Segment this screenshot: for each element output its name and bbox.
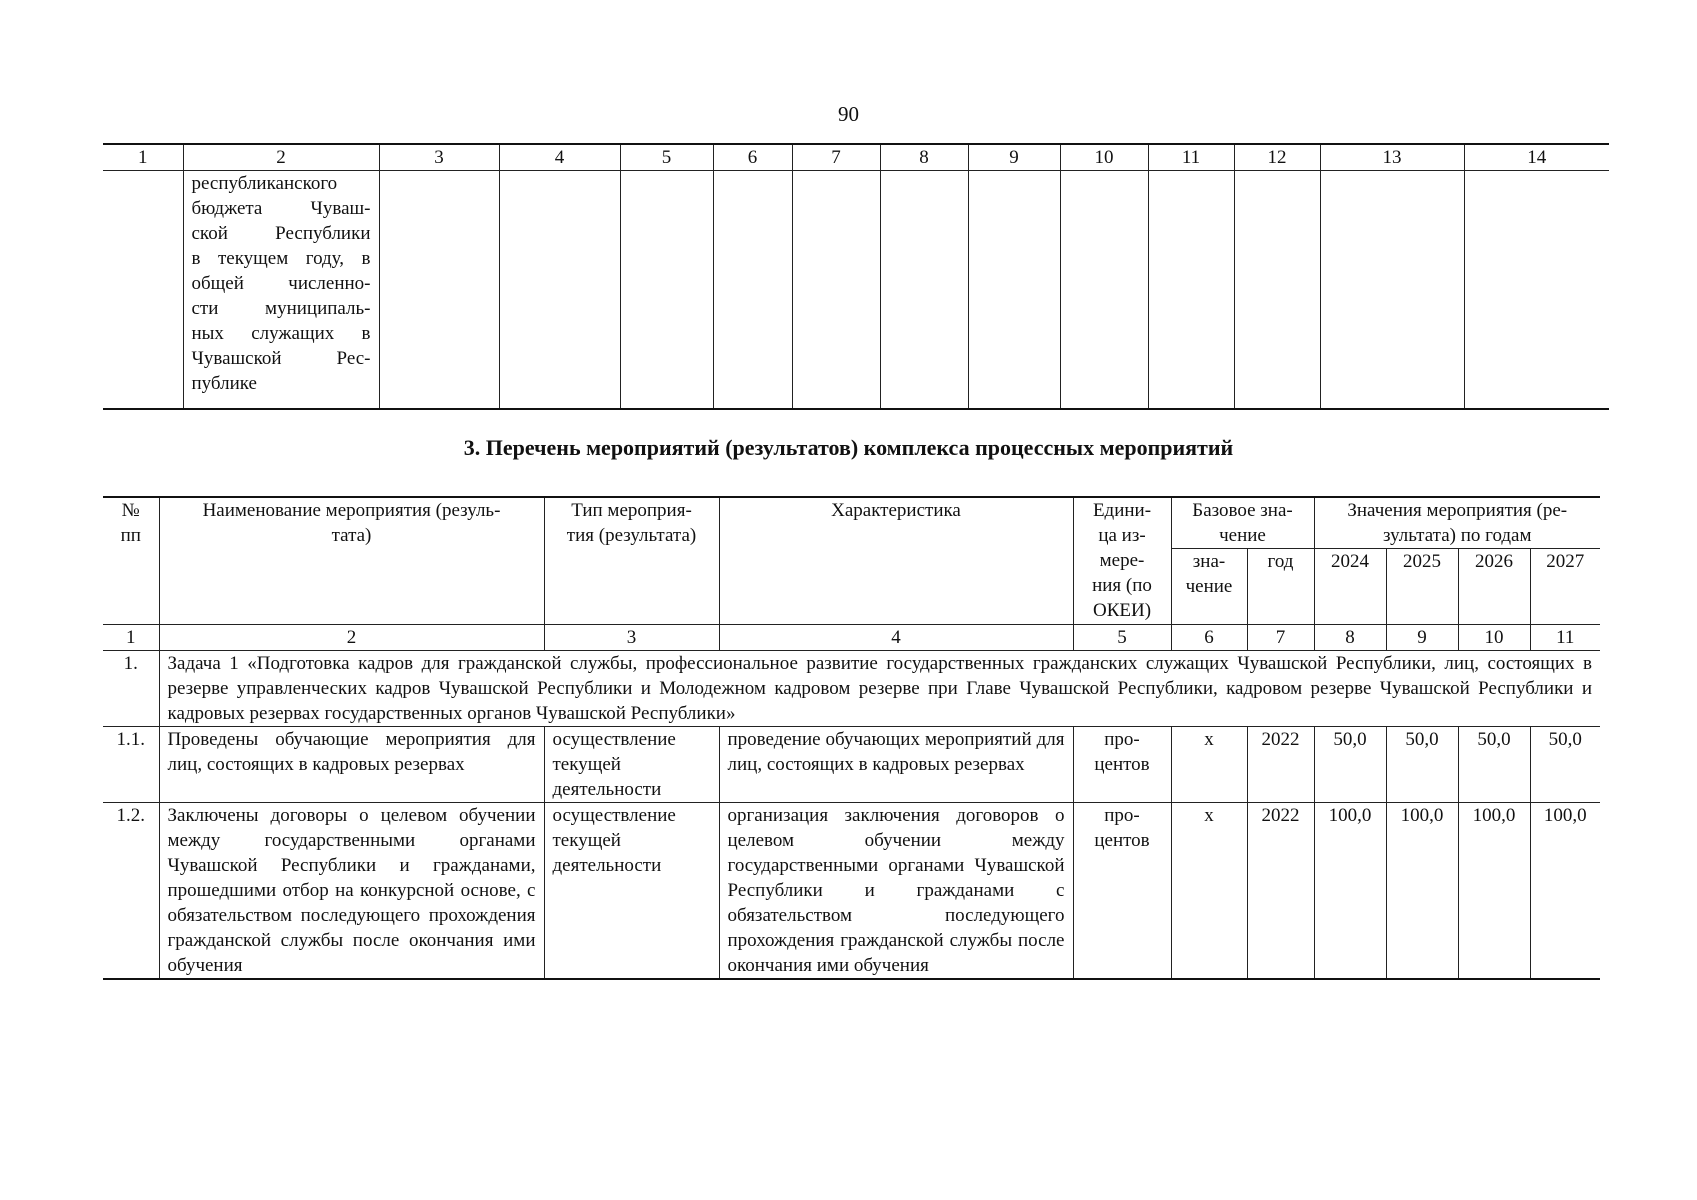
column-number: 14 — [1464, 144, 1609, 171]
empty-cell — [379, 171, 499, 410]
header-num: № пп — [103, 497, 159, 625]
header-unit: Едини- ца из- мере- ния (по ОКЕИ) — [1073, 497, 1171, 625]
header-base-value: зна- чение — [1171, 549, 1247, 625]
column-number: 6 — [713, 144, 792, 171]
row-value: 100,0 — [1314, 803, 1386, 980]
task-text: Задача 1 «Подготовка кадров для гражданской службы, профессиональное развитие государственных гражданских служащих Чувашской Республики, лиц, состоящих в резерве управленческих кадров Чувашской Республики и Молодежном кадровом резерве при Главе Чувашской Республики, кадровом резерве Чувашской Республики и кадровых резервах государственных органов Чувашской Республики» — [159, 651, 1600, 727]
column-number: 12 — [1234, 144, 1320, 171]
empty-cell — [1234, 171, 1320, 410]
column-number: 9 — [1386, 625, 1458, 651]
row-value: 100,0 — [1530, 803, 1600, 980]
row-num: 1.2. — [103, 803, 159, 980]
row-name: Заключены договоры о целевом обучении между государственными органами Чувашской Республики и гражданами, прошедшими отбор на конкурсной основе, с обязательством последующего прохождения гражданской службы после окончания ими обучения — [159, 803, 544, 980]
header-base: Базовое зна- чение — [1171, 497, 1314, 549]
indicator-text: республиканского бюджета Чуваш- ской Республики в текущем году, в общей численно- сти муниципаль- ных служащих в Чувашской Рес- публике — [183, 171, 379, 410]
row-characteristic: проведение обучающих мероприятий для лиц, состоящих в кадровых резервах — [719, 727, 1073, 803]
row-base-year: 2022 — [1247, 803, 1314, 980]
header-name: Наименование мероприятия (резуль- тата) — [159, 497, 544, 625]
empty-cell — [713, 171, 792, 410]
empty-cell — [620, 171, 713, 410]
header-base-year: год — [1247, 549, 1314, 625]
column-number: 11 — [1148, 144, 1234, 171]
row-num: 1.1. — [103, 727, 159, 803]
header-type: Тип мероприя- тия (результата) — [544, 497, 719, 625]
column-number: 11 — [1530, 625, 1600, 651]
column-number-row — [103, 625, 1600, 651]
task-row — [103, 651, 1600, 727]
table-row — [103, 171, 1609, 410]
column-number: 6 — [1171, 625, 1247, 651]
column-number: 8 — [1314, 625, 1386, 651]
column-number: 13 — [1320, 144, 1464, 171]
row-value: 50,0 — [1386, 727, 1458, 803]
header-characteristic: Характеристика — [719, 497, 1073, 625]
row-value: 50,0 — [1314, 727, 1386, 803]
table-row — [103, 803, 1600, 980]
column-number: 3 — [379, 144, 499, 171]
column-number: 7 — [792, 144, 880, 171]
empty-cell — [103, 171, 183, 410]
row-value: 50,0 — [1530, 727, 1600, 803]
header-year: 2026 — [1458, 549, 1530, 625]
empty-cell — [1464, 171, 1609, 410]
empty-cell — [1320, 171, 1464, 410]
row-type: осуществление текущей деятельности — [544, 727, 719, 803]
row-type: осуществление текущей деятельности — [544, 803, 719, 980]
empty-cell — [499, 171, 620, 410]
column-number: 9 — [968, 144, 1060, 171]
column-number: 2 — [183, 144, 379, 171]
row-base-value: x — [1171, 803, 1247, 980]
empty-cell — [1060, 171, 1148, 410]
column-number: 7 — [1247, 625, 1314, 651]
empty-cell — [1148, 171, 1234, 410]
column-number: 2 — [159, 625, 544, 651]
empty-cell — [880, 171, 968, 410]
row-unit: про- центов — [1073, 803, 1171, 980]
row-value: 50,0 — [1458, 727, 1530, 803]
column-number: 1 — [103, 625, 159, 651]
measures-table — [103, 496, 1600, 980]
row-characteristic: организация заключения договоров о целевом обучении между государственными органами Чувашской Республики и гражданами с обязательством последующего прохождения гражданской службы после окончания ими обучения — [719, 803, 1073, 980]
column-number: 10 — [1060, 144, 1148, 171]
row-value: 100,0 — [1386, 803, 1458, 980]
continuation-table — [103, 143, 1609, 410]
row-value: 100,0 — [1458, 803, 1530, 980]
header-year: 2027 — [1530, 549, 1600, 625]
empty-cell — [792, 171, 880, 410]
row-name: Проведены обучающие мероприятия для лиц, состоящих в кадровых резервах — [159, 727, 544, 803]
header-row — [103, 497, 1600, 549]
page-number: 90 — [838, 102, 859, 126]
row-unit: про- центов — [1073, 727, 1171, 803]
column-number: 8 — [880, 144, 968, 171]
column-number: 10 — [1458, 625, 1530, 651]
column-number: 4 — [499, 144, 620, 171]
header-values-by-year: Значения мероприятия (ре- зультата) по годам — [1314, 497, 1600, 549]
row-base-year: 2022 — [1247, 727, 1314, 803]
column-number: 4 — [719, 625, 1073, 651]
task-num: 1. — [103, 651, 159, 727]
column-number-row — [103, 144, 1609, 171]
empty-cell — [968, 171, 1060, 410]
column-number: 5 — [620, 144, 713, 171]
header-year: 2024 — [1314, 549, 1386, 625]
column-number: 5 — [1073, 625, 1171, 651]
column-number: 3 — [544, 625, 719, 651]
column-number: 1 — [103, 144, 183, 171]
section-title: 3. Перечень мероприятий (результатов) комплекса процессных мероприятий — [463, 435, 1234, 460]
header-year: 2025 — [1386, 549, 1458, 625]
table-row — [103, 727, 1600, 803]
row-base-value: x — [1171, 727, 1247, 803]
